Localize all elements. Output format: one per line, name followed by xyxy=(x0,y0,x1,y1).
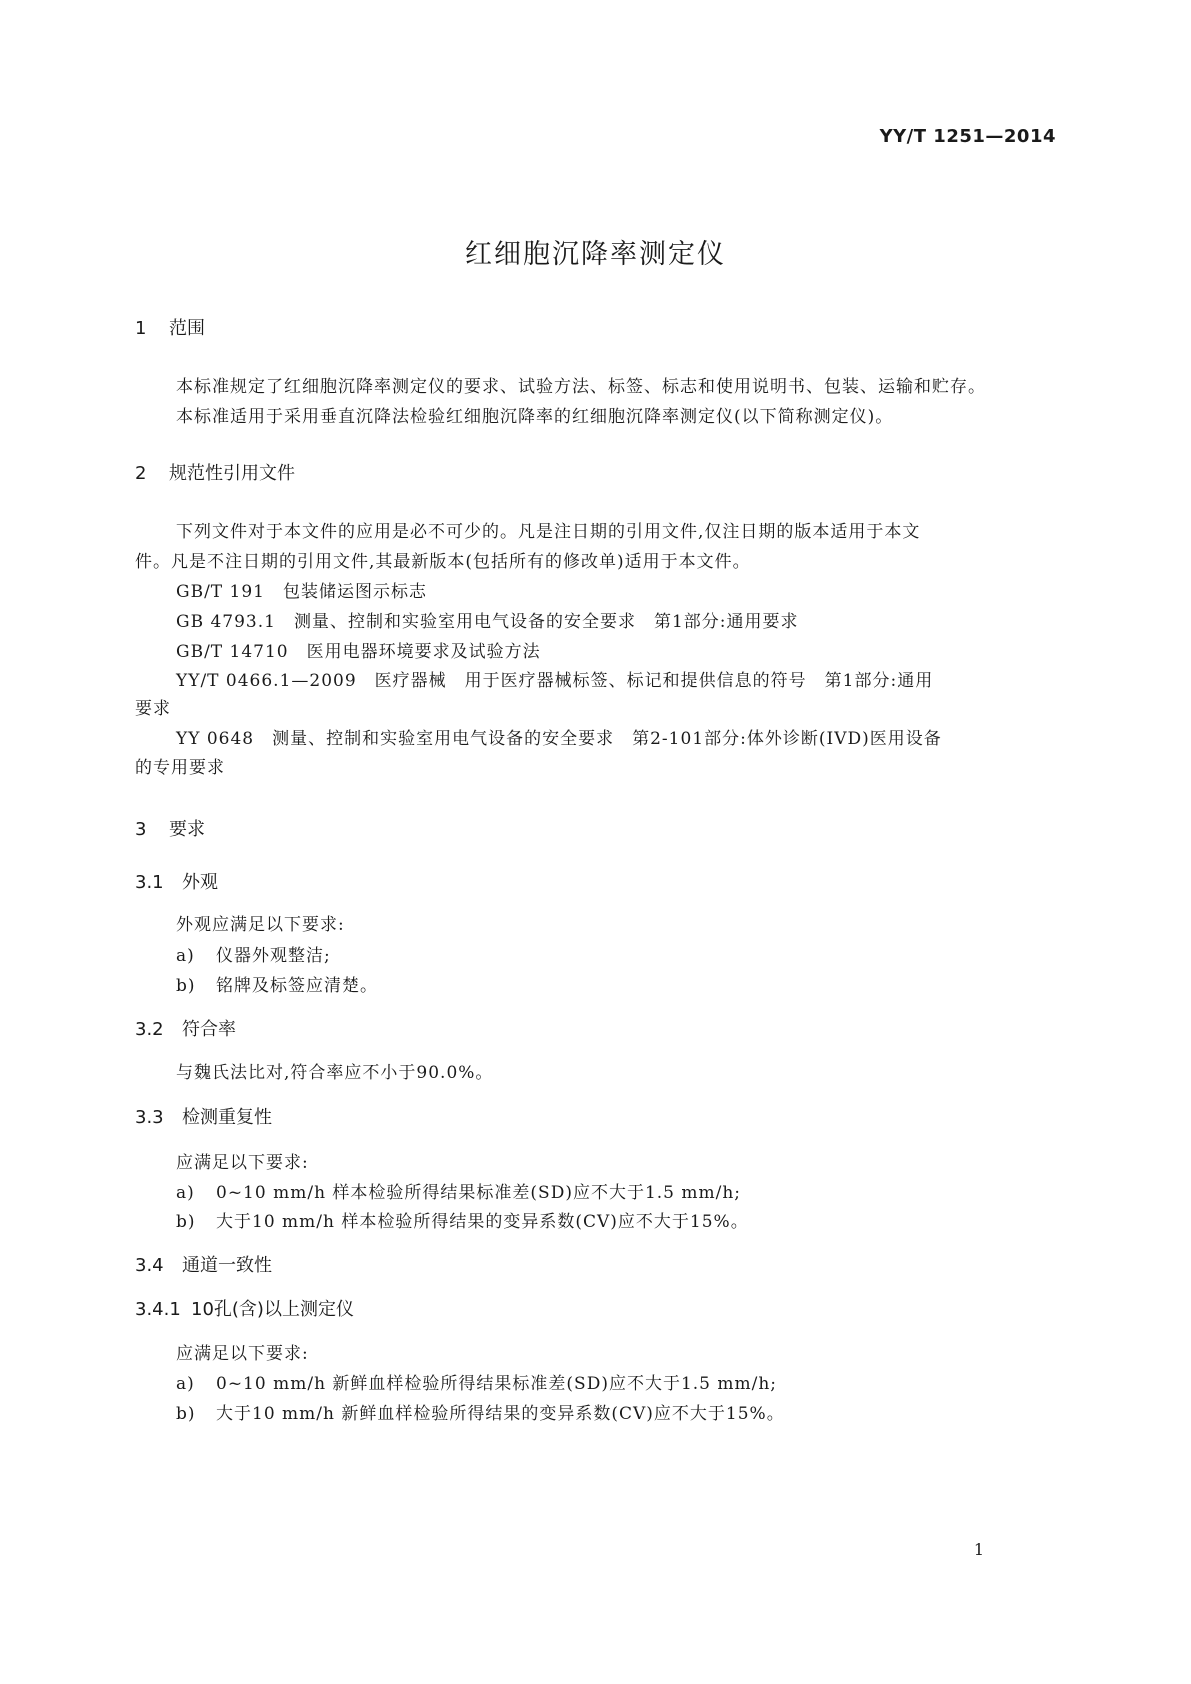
list-item xyxy=(176,1207,749,1232)
list-label: a) xyxy=(176,1374,195,1394)
section-title: 符合率 xyxy=(182,1019,236,1040)
list-text: 仪器外观整洁; xyxy=(216,946,331,966)
section-number: 3.4 xyxy=(135,1255,164,1276)
list-item xyxy=(176,1369,777,1394)
list-item xyxy=(176,971,378,996)
section-number: 3 xyxy=(135,819,147,840)
section-number: 3.3 xyxy=(135,1107,164,1128)
section-title: 检测重复性 xyxy=(182,1107,272,1128)
paragraph: 应满足以下要求: xyxy=(176,1344,309,1364)
list-text: 大于10 mm/h 样本检验所得结果的变异系数(CV)应不大于15%。 xyxy=(216,1212,749,1232)
list-label: a) xyxy=(176,1183,195,1203)
section-number: 3.4.1 xyxy=(135,1299,181,1320)
section-number: 2 xyxy=(135,463,147,484)
section-title: 外观 xyxy=(182,872,218,893)
reference-item: YY 0648 测量、控制和实验室用电气设备的安全要求 第2-101部分:体外诊断(IVD)医用设备 xyxy=(176,729,942,749)
list-label: a) xyxy=(176,946,195,966)
reference-item: YY/T 0466.1—2009 医疗器械 用于医疗器械标签、标记和提供信息的符号 第1部分:通用 xyxy=(176,671,934,691)
paragraph: 件。凡是不注日期的引用文件,其最新版本(包括所有的修改单)适用于本文件。 xyxy=(135,552,751,572)
reference-item: GB/T 14710 医用电器环境要求及试验方法 xyxy=(176,642,541,662)
section-2-heading xyxy=(135,459,295,485)
subsection-3-3-heading xyxy=(135,1103,272,1129)
section-title: 10孔(含)以上测定仪 xyxy=(191,1299,354,1320)
reference-item-continuation: 的专用要求 xyxy=(135,758,225,778)
list-item xyxy=(176,941,331,966)
list-text: 大于10 mm/h 新鲜血样检验所得结果的变异系数(CV)应不大于15%。 xyxy=(216,1404,785,1424)
list-item xyxy=(176,1178,741,1203)
section-title: 要求 xyxy=(169,819,205,840)
subsection-3-2-heading xyxy=(135,1015,236,1041)
paragraph: 与魏氏法比对,符合率应不小于90.0%。 xyxy=(176,1063,494,1083)
section-number: 3.1 xyxy=(135,872,164,893)
list-item xyxy=(176,1399,785,1424)
subsection-3-4-1-heading xyxy=(135,1295,354,1321)
paragraph: 应满足以下要求: xyxy=(176,1153,309,1173)
list-label: b) xyxy=(176,1212,196,1232)
section-title: 通道一致性 xyxy=(182,1255,272,1276)
standard-number: YY/T 1251—2014 xyxy=(879,126,1056,147)
section-title: 规范性引用文件 xyxy=(169,463,295,484)
list-text: 铭牌及标签应清楚。 xyxy=(216,976,378,996)
paragraph: 本标准适用于采用垂直沉降法检验红细胞沉降率的红细胞沉降率测定仪(以下简称测定仪)。 xyxy=(176,407,894,427)
section-number: 1 xyxy=(135,318,147,339)
reference-item: GB 4793.1 测量、控制和实验室用电气设备的安全要求 第1部分:通用要求 xyxy=(176,612,799,632)
list-label: b) xyxy=(176,976,196,996)
list-text: 0~10 mm/h 样本检验所得结果标准差(SD)应不大于1.5 mm/h; xyxy=(216,1183,742,1203)
subsection-3-4-heading xyxy=(135,1251,272,1277)
section-3-heading xyxy=(135,815,205,841)
section-number: 3.2 xyxy=(135,1019,164,1040)
paragraph: 外观应满足以下要求: xyxy=(176,915,345,935)
subsection-3-1-heading xyxy=(135,868,218,894)
list-label: b) xyxy=(176,1404,196,1424)
list-text: 0~10 mm/h 新鲜血样检验所得结果标准差(SD)应不大于1.5 mm/h; xyxy=(216,1374,778,1394)
paragraph: 本标准规定了红细胞沉降率测定仪的要求、试验方法、标签、标志和使用说明书、包装、运输和贮存。 xyxy=(176,377,986,397)
section-title: 范围 xyxy=(169,318,205,339)
reference-item: GB/T 191 包装储运图示标志 xyxy=(176,582,427,602)
paragraph: 下列文件对于本文件的应用是必不可少的。凡是注日期的引用文件,仅注日期的版本适用于本文 xyxy=(176,522,921,542)
document-title: 红细胞沉降率测定仪 xyxy=(465,239,726,270)
page-number: 1 xyxy=(973,1540,984,1559)
section-1-heading xyxy=(135,314,205,340)
reference-item-continuation: 要求 xyxy=(135,699,171,719)
